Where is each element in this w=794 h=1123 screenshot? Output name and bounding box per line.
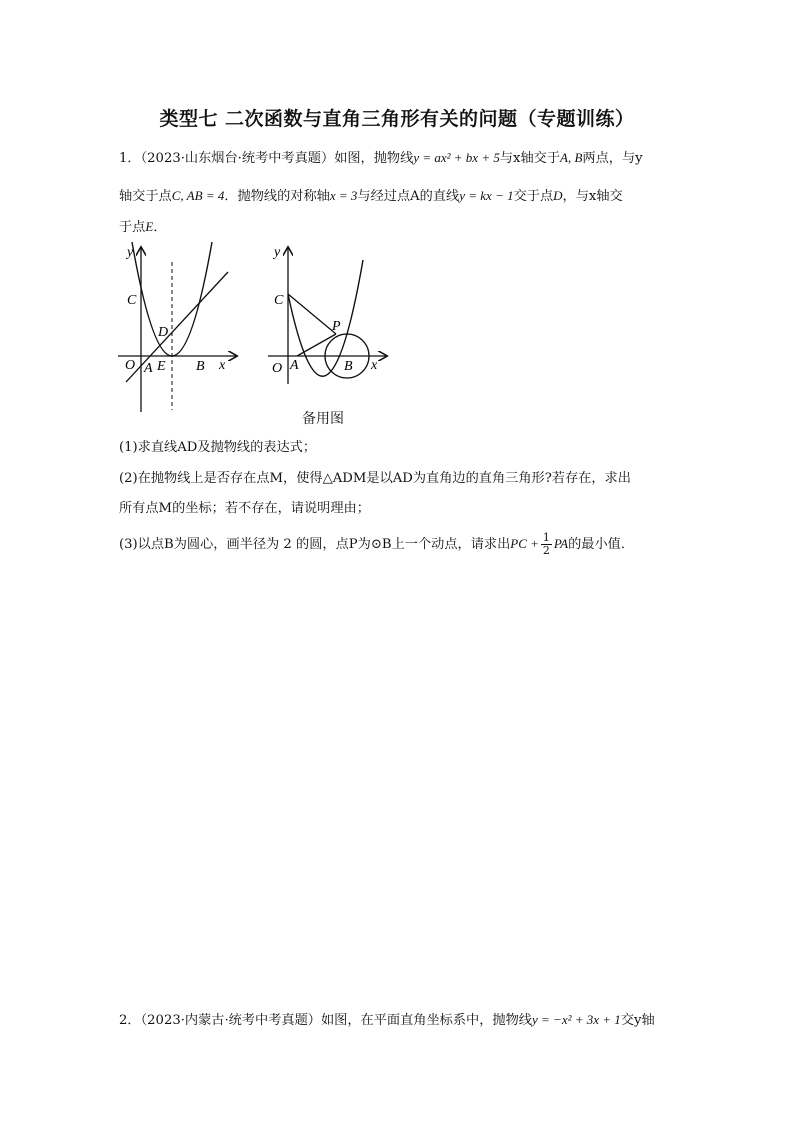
q1-text-i: ．: [153, 220, 167, 235]
fraction-numerator: 1: [542, 531, 550, 544]
q1-source: （2023·山东烟台·统考中考真题）: [140, 151, 335, 166]
q2-line-1: [119, 1010, 655, 1031]
q1-text-e: 与经过点A的直线: [357, 189, 460, 204]
label-y: y: [127, 245, 134, 260]
q1-number: 1．: [119, 151, 141, 166]
label-e: E: [157, 359, 166, 374]
q2-source: （2023·内蒙古·统考中考真题）: [140, 1013, 321, 1028]
segment-pc: [288, 294, 336, 334]
q1-figure-backup: [264, 242, 394, 414]
backup-figure-caption: 备用图: [302, 411, 344, 427]
q1-part-3-fraction: [541, 532, 552, 557]
label-x: x: [219, 358, 226, 373]
q1-part-2-line-2: 所有点M的坐标；若不存在，请说明理由；: [119, 501, 370, 516]
label-x: x: [371, 358, 378, 373]
q1-part-3-expr-right: PA: [553, 536, 569, 551]
q1-line-1: [119, 148, 643, 169]
label-a: A: [290, 358, 299, 373]
label-b: B: [344, 359, 353, 374]
q1-parabola: y = ax² + bx + 5: [413, 150, 500, 165]
label-o: O: [272, 361, 283, 376]
q1-line-3: [119, 217, 167, 238]
label-b: B: [196, 359, 205, 374]
q2-text: 如图，在平面直角坐标系中，抛物线: [321, 1013, 532, 1028]
q1-point-e: E: [145, 219, 154, 234]
label-c: C: [127, 293, 137, 308]
q1-intro: 如图，抛物线: [334, 151, 414, 166]
page-title: 类型七 二次函数与直角三角形有关的问题（专题训练）: [159, 108, 635, 130]
q1-part-3: [119, 532, 634, 557]
q1-text-g: ，与x轴交: [562, 189, 623, 204]
q1-part-3-expr-left: PC +: [510, 536, 539, 551]
q1-figure-main: [112, 242, 244, 414]
q1-text-b: 两点，与y: [582, 151, 643, 166]
fraction-denominator: 2: [542, 544, 550, 557]
q1-point-c: C, AB = 4: [171, 188, 225, 203]
q2-parabola: y = −x² + 3x + 1: [532, 1012, 621, 1027]
q1-point-d: D: [553, 188, 563, 203]
q1-part-3-end: 的最小值．: [568, 537, 635, 552]
q1-part-2-line-1: (2)在抛物线上是否存在点M，使得△ADM是以AD为直角边的直角三角形?若存在，求出: [119, 471, 631, 486]
q1-points-ab: A, B: [560, 150, 583, 165]
q1-text-d: ．抛物线的对称轴: [224, 189, 330, 204]
label-p: P: [332, 319, 341, 334]
label-y: y: [274, 245, 281, 260]
label-d: D: [158, 325, 169, 340]
q1-text-h: 于点: [119, 220, 146, 235]
q2-text-b: 交y轴: [620, 1013, 655, 1028]
segment-pa: [297, 334, 336, 356]
q1-text-a: 与x轴交于: [499, 151, 561, 166]
label-c: C: [274, 293, 284, 308]
q1-line-eq: y = kx − 1: [459, 188, 514, 203]
q2-number: 2．: [119, 1013, 141, 1028]
label-o: O: [125, 358, 136, 373]
q1-axis-eq: x = 3: [329, 188, 358, 203]
q1-text-f: 交于点: [513, 189, 554, 204]
q1-line-2: [119, 186, 623, 207]
q1-text-c: 轴交于点: [119, 189, 172, 204]
q1-part-1: (1)求直线AD及抛物线的表达式；: [119, 440, 317, 455]
q1-part-3-text: (3)以点B为圆心，画半径为 2 的圆，点P为⊙B上一个动点，请求出: [119, 537, 511, 552]
label-a: A: [144, 361, 153, 376]
